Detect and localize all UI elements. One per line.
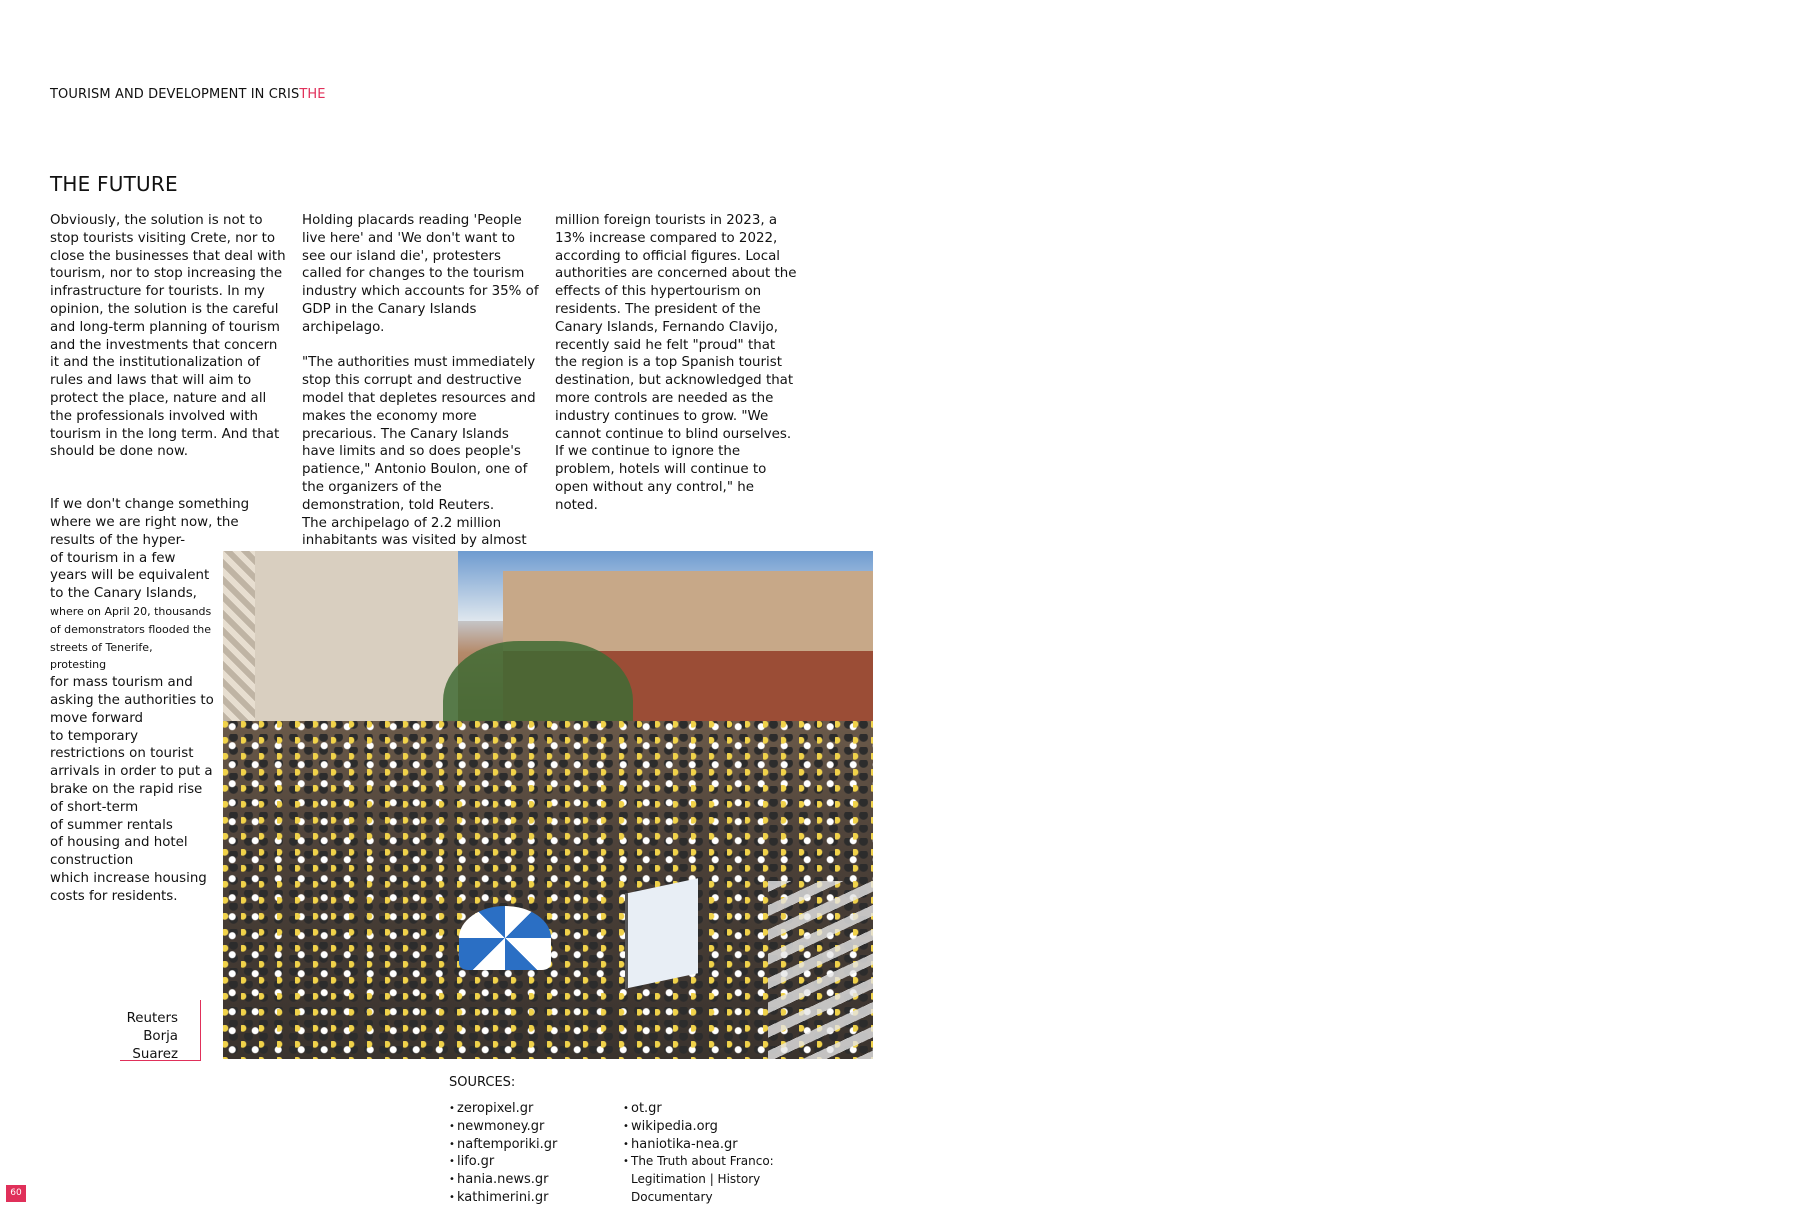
- narrow-line: costs for residents.: [50, 888, 178, 904]
- narrow-line: of short-term: [50, 799, 139, 815]
- umbrella-icon: [459, 906, 551, 970]
- narrow-line: to temporary: [50, 728, 139, 744]
- source-item: • ot.gr: [623, 1100, 783, 1118]
- column-3: [555, 212, 800, 515]
- source-item: • wikipedia.org: [623, 1118, 783, 1136]
- narrow-line: streets of Tenerife,: [50, 640, 153, 654]
- photo-credit-frame: [120, 1000, 201, 1061]
- narrow-line: of demonstrators flooded the: [50, 622, 212, 636]
- source-item: • newmoney.gr: [449, 1118, 609, 1136]
- narrow-line: years will be equivalent: [50, 568, 210, 584]
- photo-credit-photographer: Borja Suarez: [132, 1029, 178, 1062]
- narrow-line: protesting: [50, 658, 107, 672]
- photo-crosswalk: [768, 881, 873, 1059]
- narrow-line: of summer rentals: [50, 817, 173, 833]
- narrow-wrap-text: [50, 550, 220, 906]
- narrow-line: where on April 20, thousands: [50, 604, 212, 618]
- photo-credit: [120, 1010, 178, 1064]
- narrow-line: of tourism in a few: [50, 550, 176, 566]
- sources-list-left: [449, 1100, 609, 1207]
- narrow-line: for mass tourism and: [50, 675, 193, 691]
- sources-list-right: [623, 1100, 783, 1207]
- narrow-line: asking the authorities to: [50, 692, 214, 708]
- running-header-main: TOURISM AND DEVELOPMENT IN CRIS: [50, 87, 300, 102]
- narrow-line: move forward: [50, 710, 143, 726]
- source-item: • hania.news.gr: [449, 1171, 609, 1189]
- narrow-line: to the Canary Islands,: [50, 586, 197, 602]
- narrow-line: which increase housing: [50, 870, 207, 886]
- narrow-line: restrictions on tourist: [50, 746, 194, 762]
- running-header-accent: THE: [299, 87, 326, 102]
- source-item: • The Truth about Franco: Legitimation | History Documentary: [623, 1153, 783, 1206]
- photo-credit-agency: Reuters: [126, 1011, 178, 1026]
- col2-paragraph-2: "The authorities must immediately stop this corrupt and destructive model that depletes resources and makes the economy more precarious. The Canary Islands have limits and so does people's patience," Antonio Boulon, one of the organizers of the demonstration, told Reuters.: [302, 355, 536, 513]
- narrow-line: brake on the rapid rise: [50, 781, 203, 797]
- col2-paragraph-1: Holding placards reading 'People live here' and 'We don't want to see our island die', protesters called for changes to the tourism industry which accounts for 35% of GDP in the Canary Islands archipelago.: [302, 213, 539, 335]
- protest-photo: [223, 551, 873, 1059]
- narrow-line: of housing and hotel: [50, 835, 188, 851]
- sources-label: SOURCES:: [449, 1075, 516, 1090]
- page-number: 60: [6, 1185, 26, 1202]
- col1-paragraph-1: Obviously, the solution is not to stop tourists visiting Crete, nor to close the businesses that deal with tourism, nor to stop increasing the infrastructure for tourists. In my opinion, the solution is the careful and long-term planning of tourism and the investments that concern it and the institutionalization of rules and laws that will aim to protect the place, nature and all the professionals involved with tourism in the long term. And that should be done now.: [50, 213, 286, 460]
- col2-paragraph-3: The archipelago of 2.2 million inhabitants was visited by almost: [302, 515, 527, 549]
- source-item: • naftemporiki.gr: [449, 1136, 609, 1154]
- col3-paragraph-1: million foreign tourists in 2023, a 13% increase compared to 2022, according to official figures. Local authorities are concerned about the effects of this hypertourism on residents. The president of the Canary Islands, Fernando Clavijo, recently said he felt "proud" that the region is a top Spanish tourist destination, but acknowledged that more controls are needed as the industry continues to grow. "We cannot continue to blind ourselves. If we continue to ignore the problem, hotels will continue to open without any control," he noted.: [555, 213, 797, 513]
- section-title: THE FUTURE: [50, 172, 178, 196]
- source-item: • haniotika-nea.gr: [623, 1136, 783, 1154]
- source-item: • zeropixel.gr: [449, 1100, 609, 1118]
- flag-icon: [625, 878, 698, 989]
- source-item: • lifo.gr: [449, 1153, 609, 1171]
- narrow-line: arrivals in order to put a: [50, 764, 213, 780]
- running-header: [50, 87, 326, 102]
- source-item: • kathimerini.gr: [449, 1189, 609, 1207]
- col1-paragraph-2: If we don't change something where we are right now, the results of the hyper-: [50, 497, 250, 548]
- column-2: [302, 212, 540, 568]
- narrow-line: construction: [50, 853, 134, 869]
